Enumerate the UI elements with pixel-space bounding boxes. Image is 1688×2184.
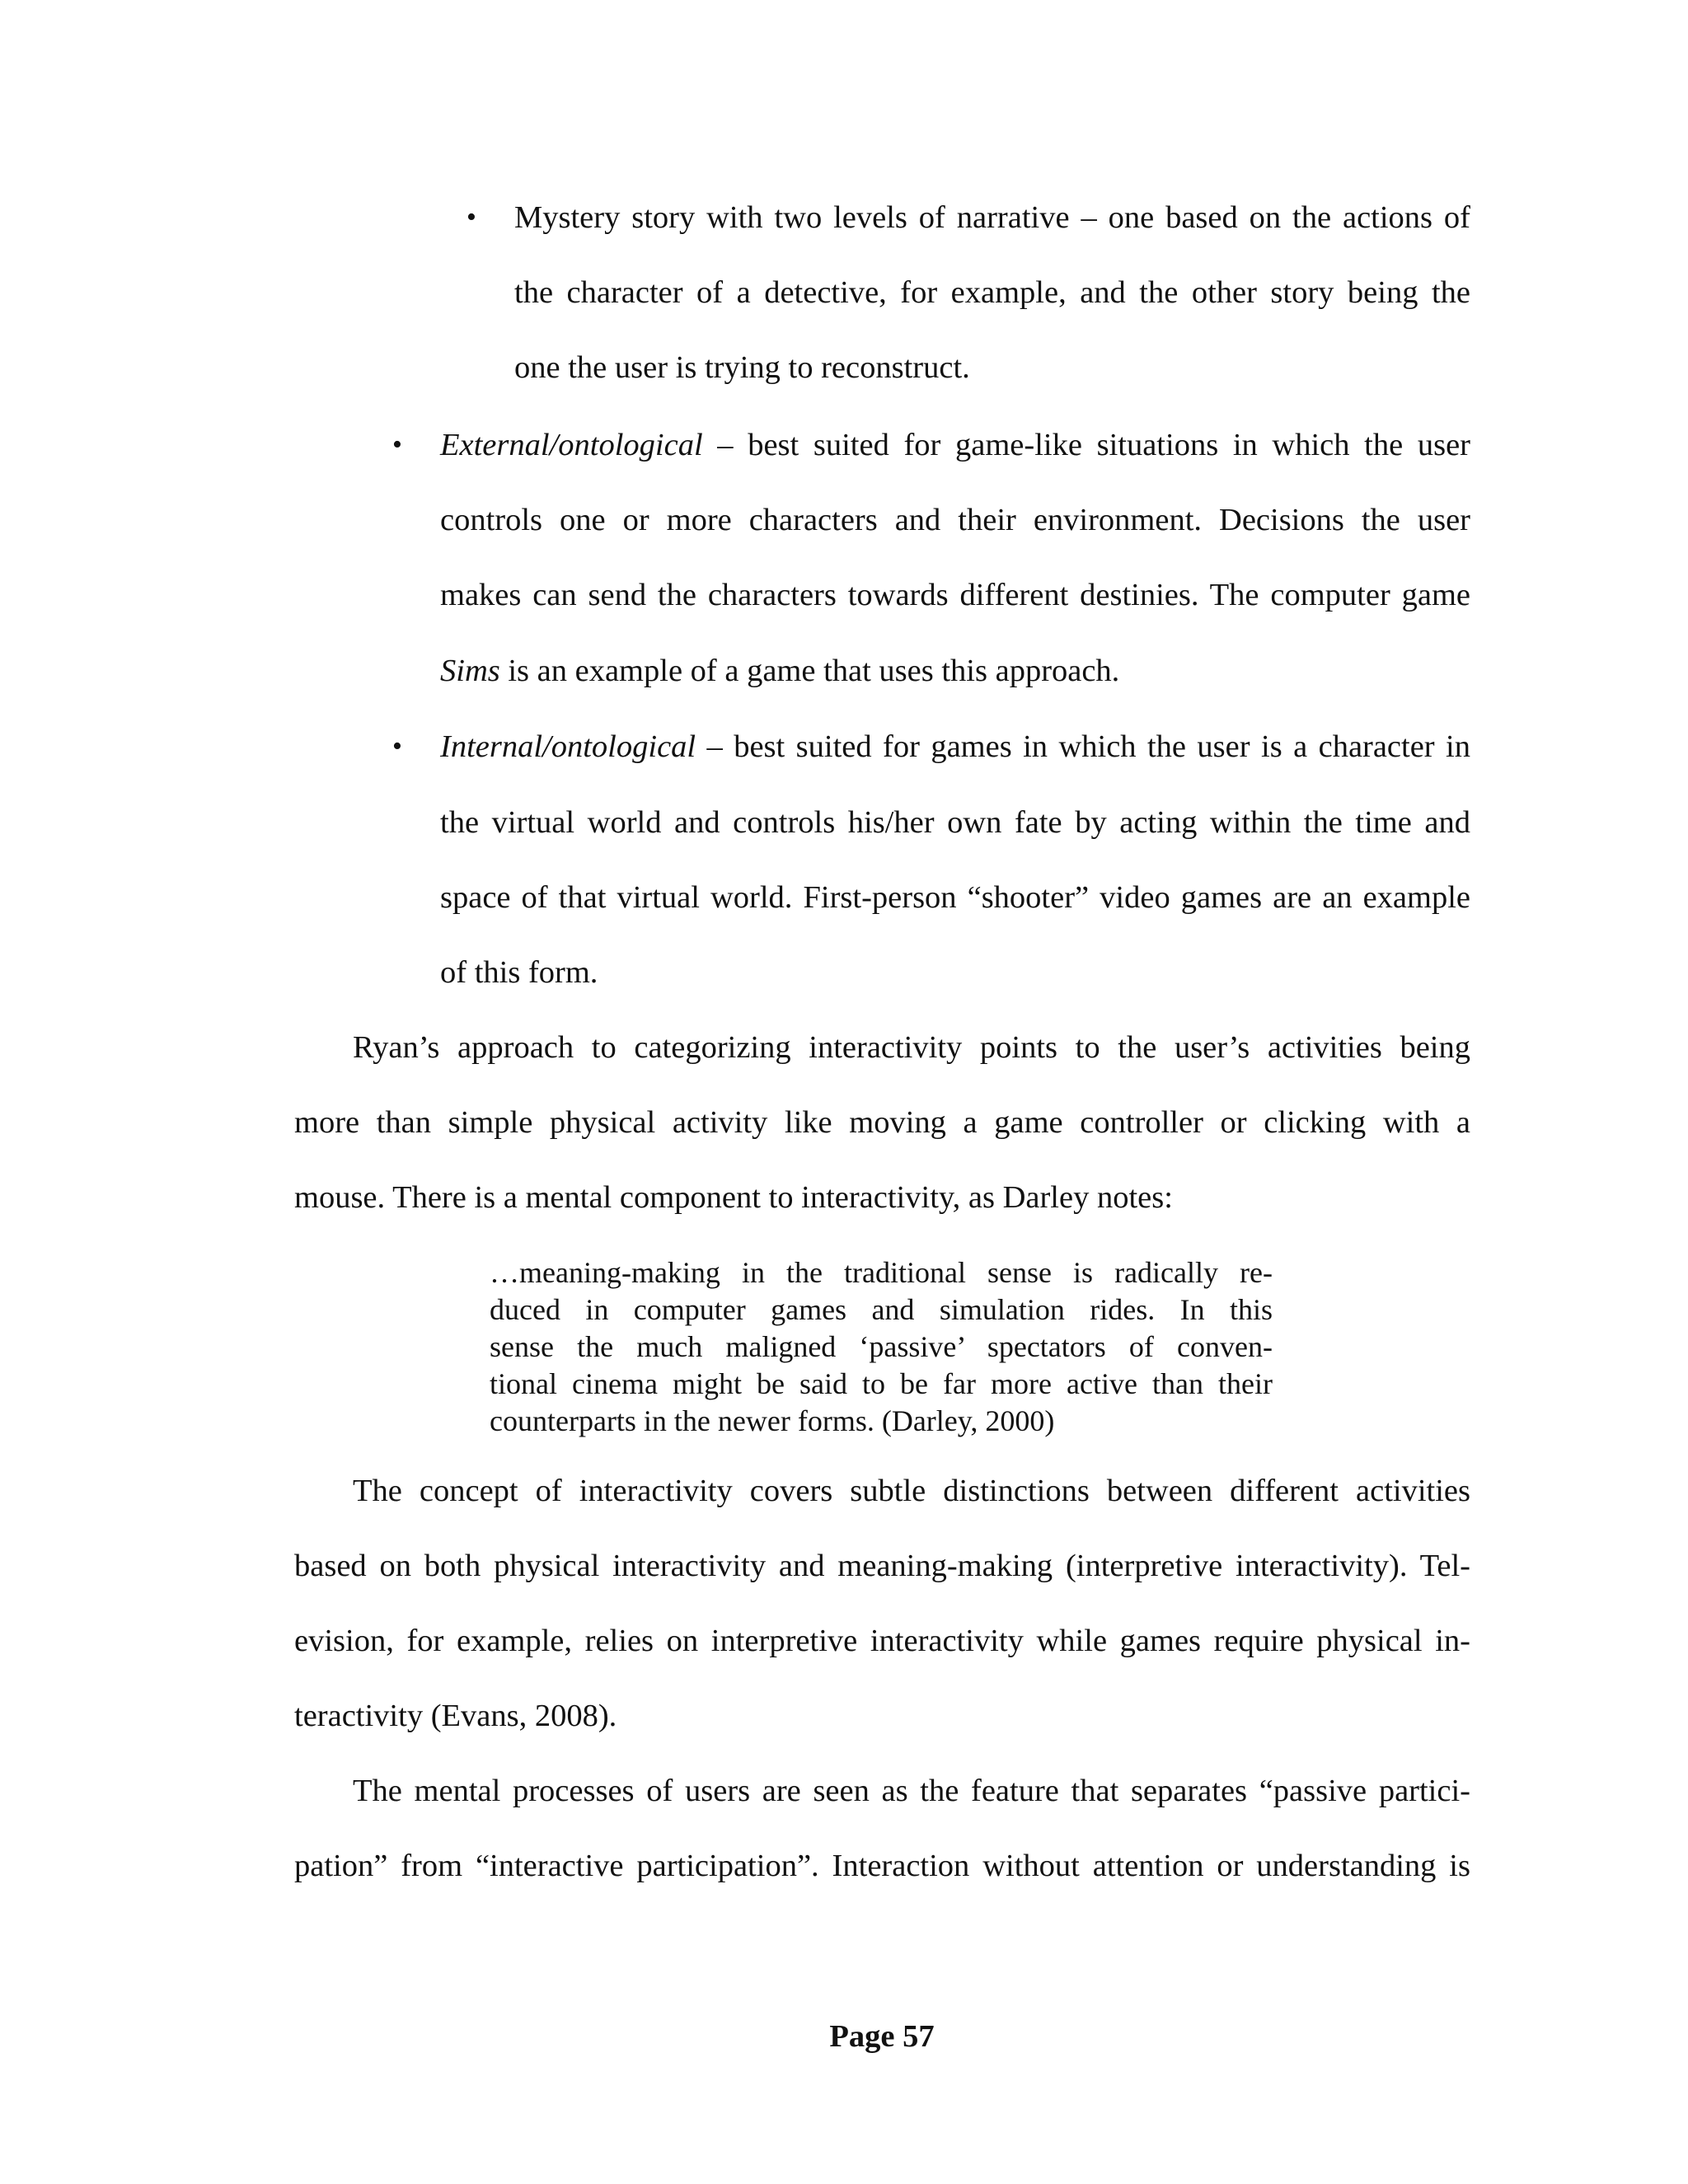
paragraph-concept-line-2: based on both physical interactivity and meaning-making (interpretive interactivity). Tel- <box>294 1549 1470 1583</box>
term-sims: Sims <box>440 654 500 688</box>
bullet-internal-line-2: the virtual world and controls his/her own fate by acting within the time and <box>440 805 1470 840</box>
paragraph-concept-line-4: teractivity (Evans, 2008). <box>294 1699 617 1733</box>
paragraph-mental-line-1: The mental processes of users are seen as the feature that separates “passive partici- <box>353 1774 1470 1808</box>
bullet-marker-internal: • <box>392 731 402 762</box>
bullet-external-line-1-text: – best suited for game-like situations in which the user <box>702 428 1470 462</box>
block-quote-line-2: duced in computer games and simulation rides. In this <box>490 1293 1273 1326</box>
block-quote-line-3: sense the much maligned ‘passive’ spectators of conven- <box>490 1330 1273 1363</box>
paragraph-ryan-line-2: more than simple physical activity like moving a game controller or clicking with a <box>294 1105 1470 1140</box>
bullet-internal-line-1 <box>440 728 1470 766</box>
block-quote-line-1: …meaning-making in the traditional sense is radically re- <box>490 1256 1273 1289</box>
paragraph-concept-line-3: evision, for example, relies on interpretive interactivity while games require physical in- <box>294 1624 1470 1658</box>
bullet-external-line-2: controls one or more characters and their environment. Decisions the user <box>440 503 1470 537</box>
paragraph-ryan-line-3: mouse. There is a mental component to interactivity, as Darley notes: <box>294 1180 1173 1215</box>
block-quote-line-5: counterparts in the newer forms. (Darley, 2000) <box>490 1404 1055 1437</box>
sub-bullet-marker: • <box>467 202 476 232</box>
block-quote-line-4: tional cinema might be said to be far more active than their <box>490 1367 1273 1400</box>
bullet-internal-line-3: space of that virtual world. First-person “shooter” video games are an example <box>440 880 1470 915</box>
bullet-marker-external: • <box>392 429 402 460</box>
bullet-external-line-1 <box>440 426 1470 464</box>
bullet-external-line-4-text: is an example of a game that uses this approach. <box>499 654 1120 688</box>
bullet-internal-line-4: of this form. <box>440 955 598 990</box>
page-number: Page 57 <box>829 2019 935 2054</box>
sub-bullet-line-3: one the user is trying to reconstruct. <box>514 350 970 385</box>
bullet-external-line-4 <box>440 652 1119 690</box>
sub-bullet-line-2: the character of a detective, for example, and the other story being the <box>514 275 1470 310</box>
bullet-internal-line-1-text: – best suited for games in which the user is a character in <box>696 729 1470 764</box>
term-external-ontological: External/ontological <box>440 428 703 462</box>
term-internal-ontological: Internal/ontological <box>440 729 696 764</box>
paragraph-mental-line-2: pation” from “interactive participation”. Interaction without attention or understanding is <box>294 1849 1470 1883</box>
paragraph-ryan-line-1: Ryan’s approach to categorizing interactivity points to the user’s activities being <box>353 1030 1470 1065</box>
paragraph-concept-line-1: The concept of interactivity covers subtle distinctions between different activities <box>353 1474 1470 1508</box>
bullet-external-line-3: makes can send the characters towards different destinies. The computer game <box>440 578 1470 612</box>
sub-bullet-line-1: Mystery story with two levels of narrative – one based on the actions of <box>514 200 1470 235</box>
